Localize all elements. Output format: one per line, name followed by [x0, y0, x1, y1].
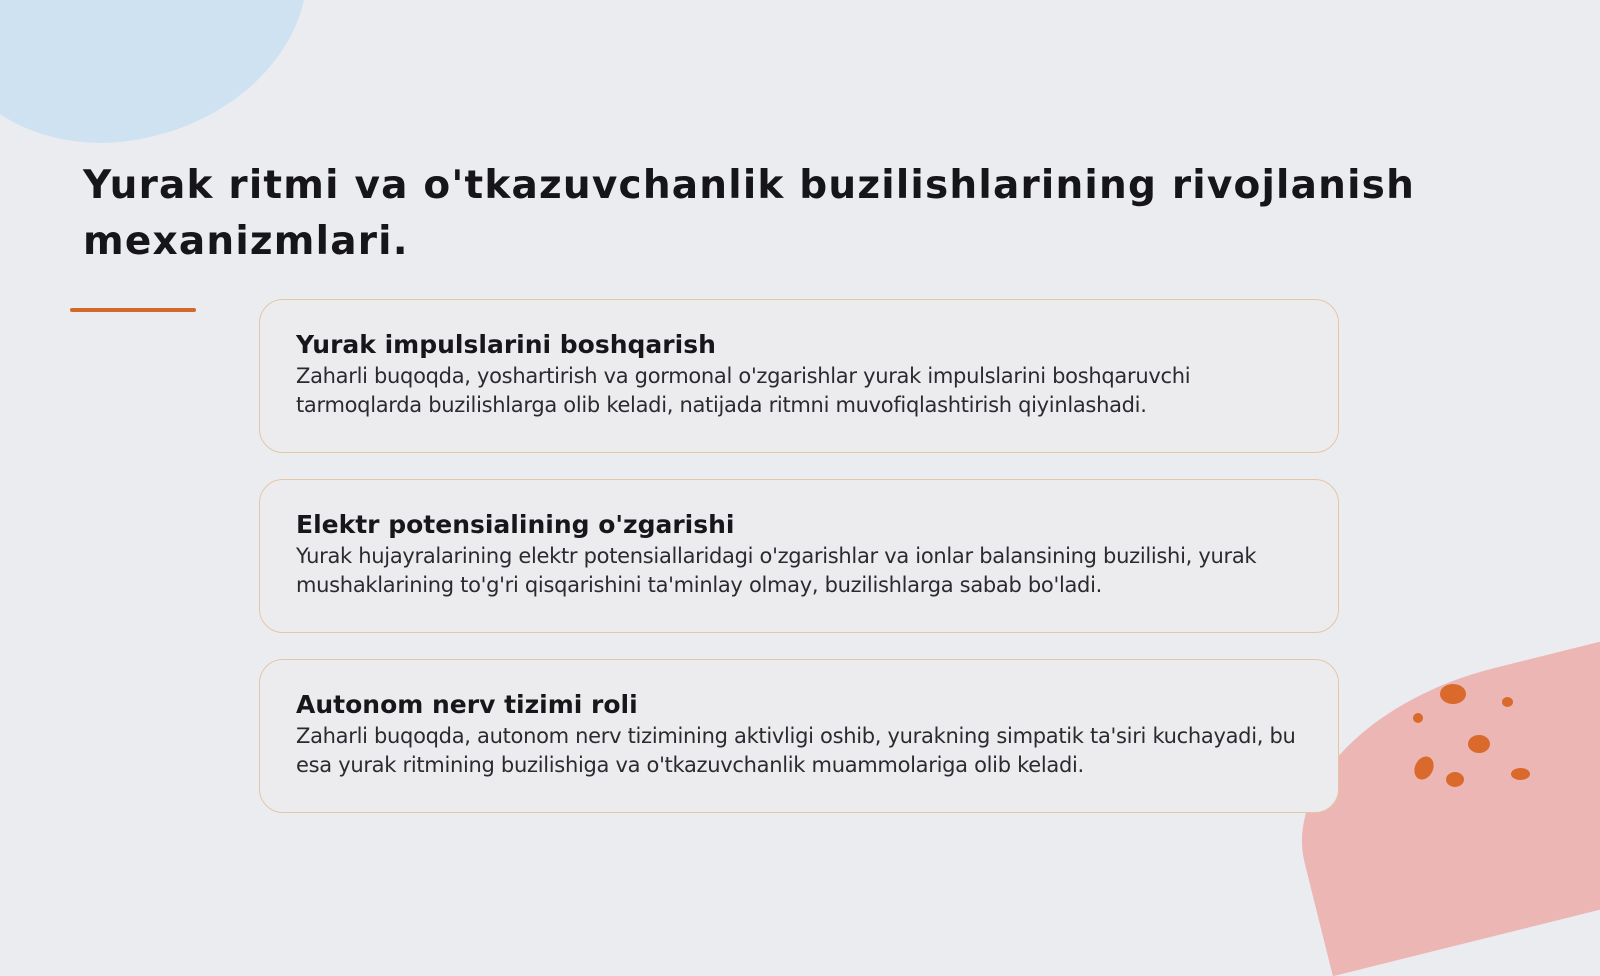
info-card	[259, 479, 1339, 633]
decorative-dot	[1446, 772, 1464, 787]
title-accent-line	[70, 308, 196, 312]
card-description: Zaharli buqoqda, autonom nerv tizimining aktivligi oshib, yurakning simpatik ta'siri kuchayadi, bu esa yurak ritmining buzilishiga va o'tkazuvchanlik muammolariga olib keladi.	[296, 724, 1296, 777]
decorative-dot	[1502, 697, 1513, 707]
page-title: Yurak ritmi va o'tkazuvchanlik buzilishlarining rivojlanish mexanizmlari.	[83, 163, 1416, 264]
card-heading: Elektr potensialining o'zgarishi	[296, 510, 735, 539]
decorative-dot	[1511, 768, 1530, 780]
card-heading: Yurak impulslarini boshqarish	[296, 330, 716, 359]
decorative-dot	[1440, 684, 1466, 704]
card-description: Zaharli buqoqda, yoshartirish va gormonal o'zgarishlar yurak impulslarini boshqaruvchi tarmoqlarda buzilishlarga olib keladi, natijada ritmni muvofiqlashtirish qiyinlashadi.	[296, 364, 1191, 417]
card-heading: Autonom nerv tizimi roli	[296, 690, 638, 719]
info-card	[259, 299, 1339, 453]
card-description: Yurak hujayralarining elektr potensiallaridagi o'zgarishlar va ionlar balansining buzilishi, yurak mushaklarining to'g'ri qisqarishini ta'minlay olmay, buzilishlarga sabab bo'ladi.	[296, 544, 1257, 597]
decorative-dot	[1413, 713, 1423, 723]
info-card	[259, 659, 1339, 813]
decorative-blob-blue	[0, 0, 329, 164]
decorative-dot	[1468, 735, 1490, 753]
